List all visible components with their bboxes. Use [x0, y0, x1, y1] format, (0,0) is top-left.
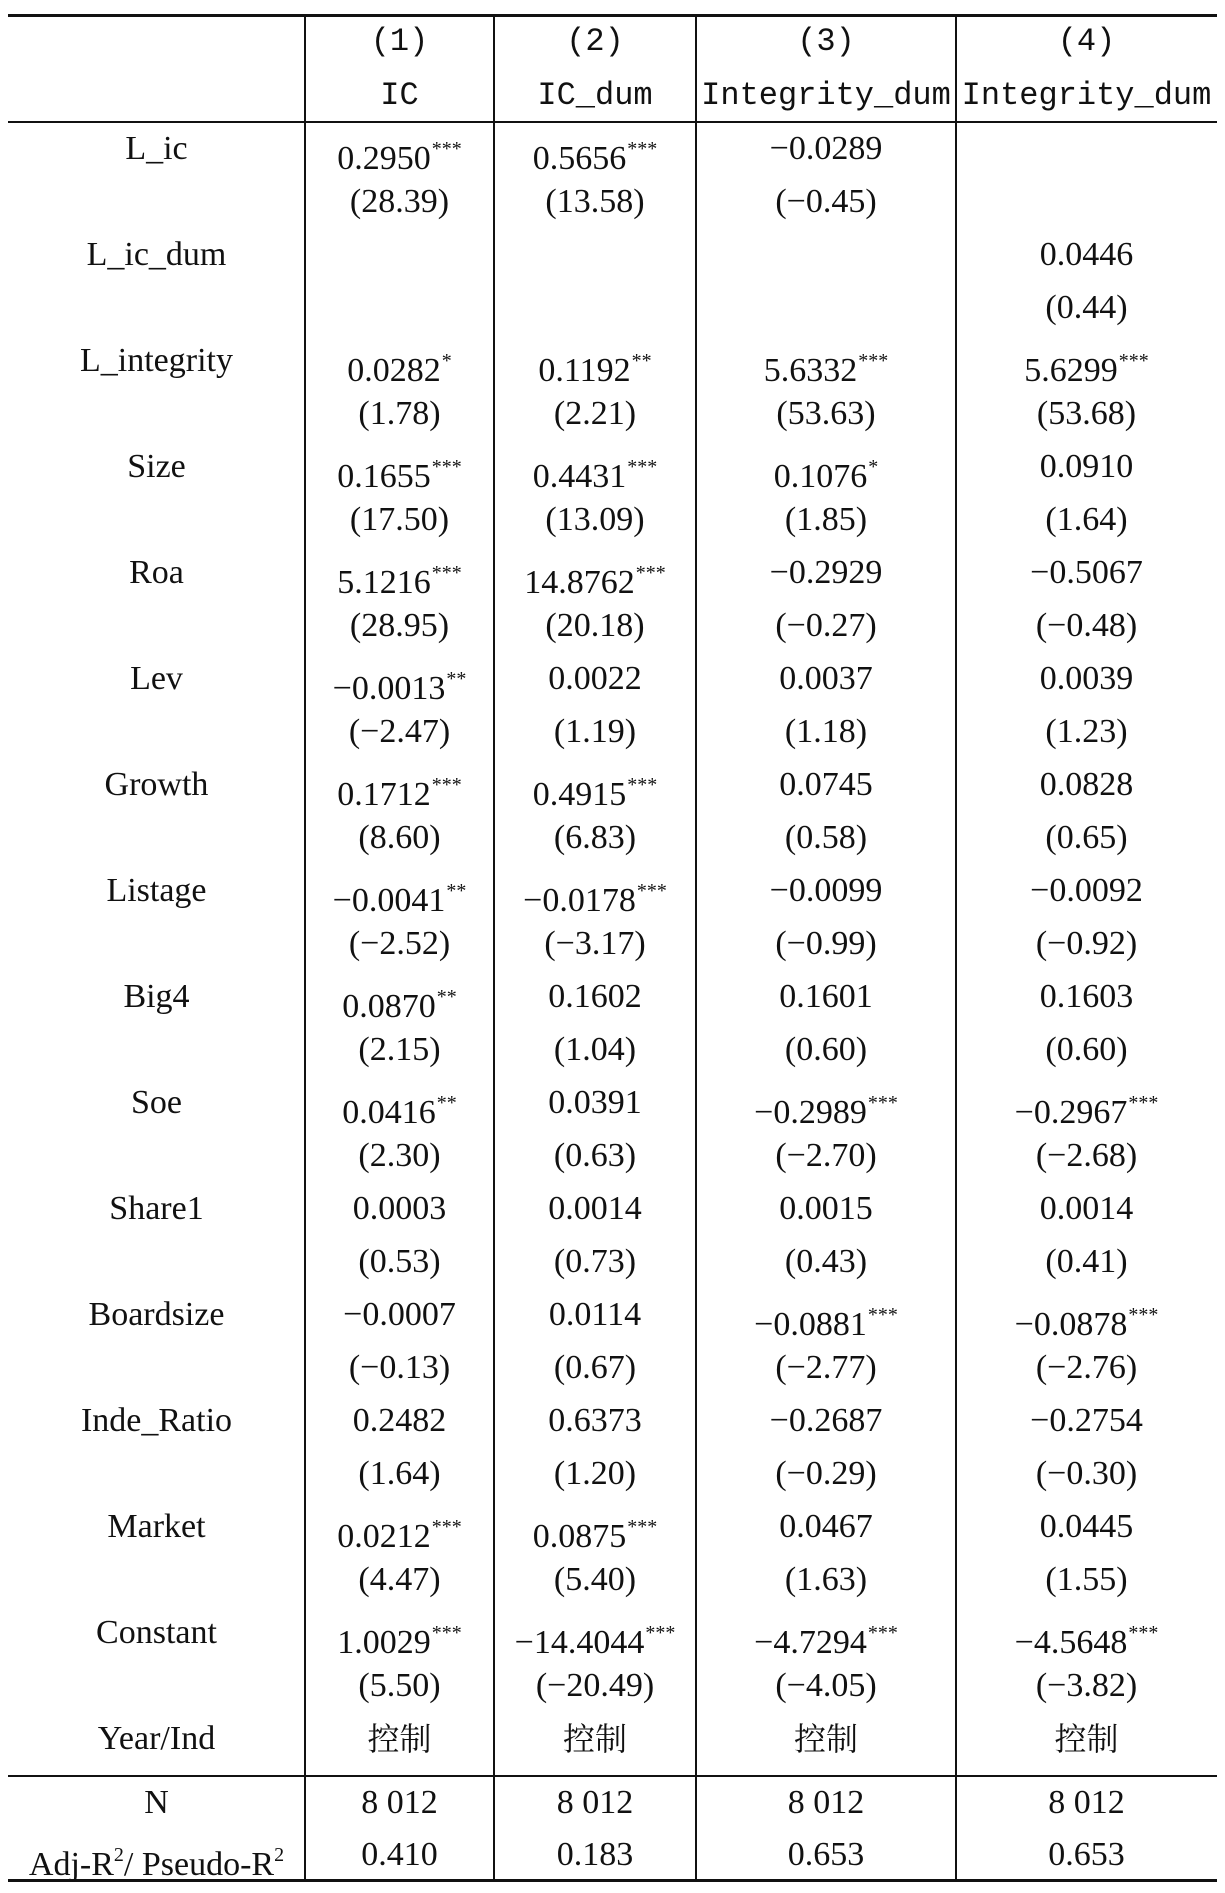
t-statistic: (5.50)	[358, 1667, 441, 1704]
coefficient-cell	[494, 1507, 696, 1557]
coefficient: 5.6332	[763, 352, 858, 389]
t-statistic: (1.85)	[784, 501, 868, 538]
t-statistic: (53.63)	[776, 395, 876, 432]
row-label: Size	[127, 448, 186, 485]
t-statistic: (−2.68)	[1035, 1137, 1138, 1174]
t-statistic: (−0.27)	[775, 607, 877, 644]
coefficient: −0.2967	[1014, 1094, 1128, 1131]
significance-stars: ***	[627, 138, 658, 160]
coefficient-cell	[956, 1083, 1217, 1133]
coefficient-cell	[494, 871, 696, 921]
column-name: IC	[380, 77, 419, 114]
row-label: L_ic_dum	[86, 236, 227, 273]
t-statistic: (0.43)	[784, 1243, 868, 1280]
coefficient-cell	[305, 871, 494, 921]
t-statistic: (−2.52)	[348, 925, 451, 962]
coefficient-cell	[956, 553, 1217, 593]
coefficient: −14.4044	[514, 1624, 645, 1661]
coefficient-cell	[305, 553, 494, 603]
t-statistic: (−3.82)	[1035, 1667, 1138, 1704]
coefficient: 0.4915	[532, 776, 627, 813]
coefficient-cell	[494, 1189, 696, 1229]
t-statistic: (28.39)	[349, 183, 450, 220]
n-value: 8 012	[787, 1784, 865, 1821]
t-statistic: (20.18)	[545, 607, 645, 644]
significance-stars: ***	[867, 1092, 898, 1114]
coefficient-cell	[696, 553, 956, 593]
coefficient-cell	[305, 977, 494, 1027]
coefficient: 0.0015	[779, 1190, 873, 1227]
row-label: Constant	[96, 1614, 217, 1651]
t-statistic: (−0.99)	[775, 925, 877, 962]
t-statistic: (−3.17)	[544, 925, 646, 962]
coefficient: −0.0007	[343, 1296, 456, 1333]
r-squared-value: 0.653	[1048, 1836, 1125, 1873]
t-statistic: (1.04)	[553, 1031, 637, 1068]
coefficient-cell	[956, 977, 1217, 1017]
superscript: 2	[274, 1844, 285, 1866]
n-label: N	[144, 1784, 169, 1821]
coefficient: −0.0881	[754, 1306, 867, 1343]
coefficient: 0.0910	[1039, 448, 1134, 485]
coefficient: 0.0828	[1039, 766, 1134, 803]
row-label: Lev	[130, 660, 183, 697]
t-statistic: (−2.70)	[775, 1137, 877, 1174]
coefficient-cell	[494, 659, 696, 699]
significance-stars: **	[436, 1092, 457, 1114]
coefficient-cell	[696, 1507, 956, 1547]
coefficient-cell	[494, 765, 696, 815]
coefficient: 0.0282	[347, 352, 441, 389]
coefficient-cell	[956, 1507, 1217, 1547]
column-number: (4)	[1057, 23, 1116, 60]
column-number: (3)	[797, 23, 855, 60]
coefficient: −0.0013	[332, 670, 446, 707]
coefficient: 0.0391	[548, 1084, 642, 1121]
coefficient: 0.0039	[1039, 660, 1134, 697]
significance-stars: *	[441, 350, 452, 372]
t-statistic: (13.58)	[545, 183, 645, 220]
controls-label: Year/Ind	[97, 1720, 216, 1757]
coefficient-cell	[494, 1613, 696, 1663]
superscript: 2	[113, 1844, 124, 1866]
coefficient: −0.0289	[769, 130, 883, 167]
t-statistic: (1.64)	[1045, 501, 1128, 538]
controls-value: 控制	[1054, 1720, 1119, 1758]
significance-stars: ***	[1128, 1092, 1159, 1114]
t-statistic: (1.20)	[553, 1455, 637, 1492]
coefficient-cell	[494, 129, 696, 179]
coefficient: 0.1076	[773, 458, 868, 495]
coefficient: 0.6373	[548, 1402, 642, 1439]
top-rule	[8, 14, 1217, 17]
row-label: Inde_Ratio	[80, 1402, 233, 1439]
coefficient-cell	[305, 341, 494, 391]
row-label: Soe	[131, 1084, 182, 1121]
coefficient-cell	[696, 341, 956, 391]
n-value: 8 012	[361, 1784, 438, 1821]
significance-stars: *	[868, 456, 879, 478]
coefficient: −4.7294	[754, 1624, 867, 1661]
t-statistic: (13.09)	[545, 501, 645, 538]
coefficient-cell	[956, 235, 1217, 275]
coefficient-cell	[956, 659, 1217, 699]
t-statistic: (0.63)	[553, 1137, 637, 1174]
significance-stars: ***	[627, 456, 658, 478]
coefficient-cell	[494, 341, 696, 391]
row-label: Listage	[106, 872, 207, 909]
coefficient: 0.0037	[779, 660, 873, 697]
coefficient-cell	[956, 1189, 1217, 1229]
coefficient-cell	[305, 1401, 494, 1441]
t-statistic: (0.53)	[358, 1243, 441, 1280]
t-statistic: (0.44)	[1045, 289, 1128, 326]
coefficient: −0.2989	[754, 1094, 867, 1131]
significance-stars: ***	[627, 774, 658, 796]
t-statistic: (−0.13)	[348, 1349, 451, 1386]
coefficient-cell	[494, 1295, 696, 1335]
t-statistic: (53.68)	[1036, 395, 1137, 432]
coefficient-cell	[696, 1401, 956, 1441]
t-statistic: (0.67)	[553, 1349, 637, 1386]
column-name: Integrity_dum	[961, 77, 1212, 114]
t-statistic: (1.19)	[553, 713, 637, 750]
coefficient-cell	[305, 1083, 494, 1133]
column-name: IC_dum	[537, 77, 653, 114]
coefficient: 0.1601	[779, 978, 873, 1015]
label-text: Adj-R	[28, 1846, 114, 1883]
coefficient-cell	[956, 1401, 1217, 1441]
significance-stars: ***	[1128, 1304, 1159, 1326]
row-label: Market	[107, 1508, 206, 1545]
coefficient-cell	[696, 129, 956, 169]
coefficient-cell	[305, 447, 494, 497]
coefficient-cell	[696, 977, 956, 1017]
coefficient: 0.0745	[779, 766, 873, 803]
t-statistic: (−0.92)	[1035, 925, 1138, 962]
coefficient: 0.0022	[548, 660, 642, 697]
t-statistic: (4.47)	[358, 1561, 441, 1598]
t-statistic: (0.60)	[1045, 1031, 1128, 1068]
coefficient: 0.2950	[337, 140, 431, 177]
significance-stars: **	[446, 668, 467, 690]
coefficient: 0.1602	[548, 978, 642, 1015]
coefficient: −0.5067	[1030, 554, 1143, 591]
row-label: Growth	[104, 766, 209, 803]
t-statistic: (0.65)	[1045, 819, 1128, 856]
coefficient-cell	[696, 1189, 956, 1229]
coefficient: −4.5648	[1014, 1624, 1128, 1661]
coefficient-cell	[305, 1189, 494, 1229]
coefficient: −0.0878	[1014, 1306, 1128, 1343]
significance-stars: ***	[431, 774, 462, 796]
coefficient-cell	[956, 871, 1217, 911]
row-label: L_integrity	[80, 342, 233, 379]
coefficient-cell	[494, 553, 696, 603]
t-statistic: (28.95)	[349, 607, 450, 644]
significance-stars: ***	[431, 456, 462, 478]
coefficient: 0.1192	[538, 352, 631, 389]
t-statistic: (0.58)	[784, 819, 868, 856]
coefficient: 0.0416	[342, 1094, 436, 1131]
coefficient: 5.1216	[337, 564, 431, 601]
column-number: (2)	[566, 23, 624, 60]
significance-stars: ***	[431, 1622, 462, 1644]
coefficient-cell	[696, 1083, 956, 1133]
coefficient-cell	[696, 447, 956, 497]
coefficient-cell	[956, 1295, 1217, 1345]
significance-stars: **	[436, 986, 457, 1008]
coefficient-cell	[305, 659, 494, 709]
t-statistic: (−0.29)	[775, 1455, 877, 1492]
coefficient: 0.0014	[548, 1190, 642, 1227]
significance-stars: **	[446, 880, 467, 902]
coefficient-cell	[696, 659, 956, 699]
coefficient-cell	[956, 447, 1217, 487]
coefficient: −0.2754	[1030, 1402, 1143, 1439]
t-statistic: (−2.47)	[348, 713, 451, 750]
coefficient: −0.0178	[523, 882, 636, 919]
t-statistic: (1.64)	[358, 1455, 441, 1492]
significance-stars: ***	[867, 1304, 898, 1326]
coefficient-cell	[956, 765, 1217, 805]
t-statistic: (−2.77)	[775, 1349, 877, 1386]
significance-stars: ***	[1118, 350, 1149, 372]
coefficient: 0.2482	[352, 1402, 447, 1439]
coefficient-cell	[305, 1295, 494, 1335]
t-statistic: (−2.76)	[1035, 1349, 1138, 1386]
r-squared-value: 0.653	[787, 1836, 865, 1873]
coefficient: −0.0099	[769, 872, 883, 909]
coefficient: −0.0041	[332, 882, 446, 919]
coefficient-cell	[494, 447, 696, 497]
t-statistic: (1.23)	[1045, 713, 1128, 750]
significance-stars: ***	[858, 350, 889, 372]
coefficient-cell	[305, 1507, 494, 1557]
significance-stars: ***	[431, 562, 462, 584]
significance-stars: ***	[1128, 1622, 1159, 1644]
controls-value: 控制	[367, 1720, 432, 1758]
coefficient: 0.0446	[1039, 236, 1134, 273]
coefficient: 0.1712	[337, 776, 431, 813]
row-label: Big4	[123, 978, 190, 1015]
t-statistic: (2.21)	[553, 395, 637, 432]
coefficient: −0.0092	[1030, 872, 1143, 909]
t-statistic: (1.18)	[784, 713, 868, 750]
row-label: Share1	[109, 1190, 204, 1227]
coefficient-cell	[494, 977, 696, 1017]
coefficient-cell	[956, 1613, 1217, 1663]
coefficient: 0.0467	[779, 1508, 873, 1545]
significance-stars: ***	[636, 880, 667, 902]
r-squared-value: 0.410	[361, 1836, 438, 1873]
controls-value: 控制	[793, 1720, 858, 1758]
coefficient: 0.0445	[1039, 1508, 1134, 1545]
t-statistic: (1.55)	[1045, 1561, 1128, 1598]
coefficient-cell	[696, 871, 956, 911]
coefficient: 0.0875	[532, 1518, 627, 1555]
coefficient: 0.0870	[342, 988, 436, 1025]
t-statistic: (2.15)	[358, 1031, 441, 1068]
t-statistic: (0.60)	[784, 1031, 868, 1068]
t-statistic: (−20.49)	[535, 1667, 655, 1704]
significance-stars: ***	[867, 1622, 898, 1644]
t-statistic: (6.83)	[553, 819, 637, 856]
coefficient: 0.0014	[1039, 1190, 1134, 1227]
stats-rule	[8, 1775, 1217, 1777]
coefficient: 0.0114	[548, 1296, 642, 1333]
r-squared-label	[8, 1835, 305, 1885]
coefficient: 14.8762	[524, 564, 635, 601]
coefficient: −0.2929	[769, 554, 883, 591]
significance-stars: ***	[431, 138, 462, 160]
coefficient-cell	[696, 765, 956, 805]
row-label: L_ic	[125, 130, 188, 167]
header-rule	[8, 121, 1217, 123]
coefficient: 0.1603	[1039, 978, 1134, 1015]
coefficient-cell	[956, 341, 1217, 391]
t-statistic: (−0.48)	[1035, 607, 1138, 644]
coefficient-cell	[696, 1613, 956, 1663]
significance-stars: ***	[635, 562, 666, 584]
t-statistic: (8.60)	[358, 819, 441, 856]
coefficient-cell	[305, 129, 494, 179]
t-statistic: (−0.30)	[1035, 1455, 1138, 1492]
coefficient: 0.1655	[337, 458, 431, 495]
t-statistic: (−0.45)	[775, 183, 877, 220]
significance-stars: ***	[645, 1622, 676, 1644]
coefficient: 0.0003	[352, 1190, 447, 1227]
coefficient: 0.4431	[532, 458, 627, 495]
t-statistic: (1.63)	[784, 1561, 868, 1598]
coefficient-cell	[305, 765, 494, 815]
n-value: 8 012	[1048, 1784, 1125, 1821]
n-value: 8 012	[556, 1784, 634, 1821]
significance-stars: ***	[431, 1516, 462, 1538]
significance-stars: ***	[627, 1516, 658, 1538]
t-statistic: (2.30)	[358, 1137, 441, 1174]
coefficient-cell	[305, 1613, 494, 1663]
coefficient: 1.0029	[337, 1624, 431, 1661]
t-statistic: (−4.05)	[775, 1667, 877, 1704]
coefficient-cell	[494, 1401, 696, 1441]
r-squared-value: 0.183	[556, 1836, 634, 1873]
coefficient: 0.0212	[337, 1518, 431, 1555]
coefficient: 0.5656	[532, 140, 627, 177]
t-statistic: (0.73)	[553, 1243, 637, 1280]
coefficient-cell	[696, 1295, 956, 1345]
coefficient: 5.6299	[1024, 352, 1118, 389]
coefficient-cell	[494, 1083, 696, 1123]
column-name: Integrity_dum	[701, 77, 951, 114]
t-statistic: (0.41)	[1045, 1243, 1128, 1280]
t-statistic: (1.78)	[358, 395, 441, 432]
controls-value: 控制	[562, 1720, 627, 1758]
t-statistic: (17.50)	[349, 501, 450, 538]
column-number: (1)	[370, 23, 429, 60]
label-text: / Pseudo-R	[123, 1846, 275, 1883]
row-label: Roa	[129, 554, 184, 591]
coefficient: −0.2687	[769, 1402, 883, 1439]
t-statistic: (5.40)	[553, 1561, 637, 1598]
row-label: Boardsize	[88, 1296, 225, 1333]
significance-stars: **	[631, 350, 652, 372]
